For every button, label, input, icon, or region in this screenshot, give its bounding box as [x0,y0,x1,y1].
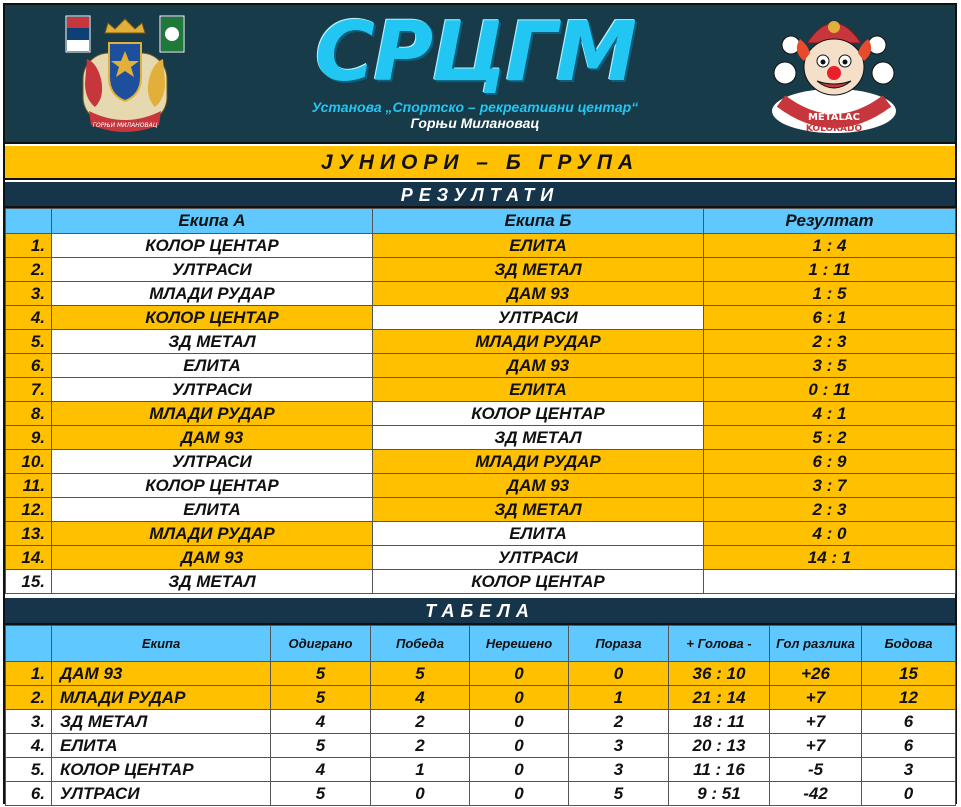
header-banner [5,5,955,144]
standings-header-points: Бодова [862,626,956,662]
standings-diff: +26 [770,662,862,686]
results-score: 1 : 11 [704,258,956,282]
standings-played: 5 [271,734,371,758]
results-row [6,546,956,570]
results-score: 1 : 5 [704,282,956,306]
standings-played: 4 [271,710,371,734]
standings-num: 3. [6,710,52,734]
results-team-a: УЛТРАСИ [52,450,373,474]
standings-row [6,710,956,734]
results-row-num: 14. [6,546,52,570]
standings-row [6,782,956,806]
standings-drawn: 0 [470,662,569,686]
standings-header-drawn: Нерешено [470,626,569,662]
standings-won: 2 [371,710,470,734]
results-team-b: ЗД МЕТАЛ [373,426,704,450]
results-team-a: КОЛОР ЦЕНТАР [52,474,373,498]
results-score [704,570,956,594]
results-team-a: КОЛОР ЦЕНТАР [52,234,373,258]
standings-lost: 5 [569,782,669,806]
results-row [6,258,956,282]
standings-goals: 36 : 10 [669,662,770,686]
results-score: 14 : 1 [704,546,956,570]
results-header-row [6,209,956,234]
brand-title: СРЦГМ [314,5,636,100]
results-team-b: ДАМ 93 [373,474,704,498]
standings-num: 1. [6,662,52,686]
results-team-b: ЕЛИТА [373,522,704,546]
results-team-b: ДАМ 93 [373,282,704,306]
standings-points: 6 [862,734,956,758]
results-row [6,378,956,402]
results-score: 3 : 5 [704,354,956,378]
standings-table [5,625,956,806]
standings-team: КОЛОР ЦЕНТАР [52,758,271,782]
standings-diff: +7 [770,734,862,758]
brand-town: Горњи Милановац [410,115,540,131]
standings-points: 0 [862,782,956,806]
results-row [6,306,956,330]
standings-header-won: Победа [371,626,470,662]
standings-won: 0 [371,782,470,806]
results-header-score: Резултат [704,209,956,234]
results-row-num: 8. [6,402,52,426]
standings-header-diff: Гол разлика [770,626,862,662]
results-team-b: КОЛОР ЦЕНТАР [373,402,704,426]
standings-body [6,662,956,806]
results-row-num: 15. [6,570,52,594]
brand-block [305,7,645,132]
standings-drawn: 0 [470,782,569,806]
results-team-a: ДАМ 93 [52,426,373,450]
standings-played: 5 [271,686,371,710]
standings-num: 6. [6,782,52,806]
results-row [6,234,956,258]
results-team-b: ЗД МЕТАЛ [373,498,704,522]
results-score: 3 : 7 [704,474,956,498]
standings-lost: 0 [569,662,669,686]
svg-text:ГОРЊИ МИЛАНОВАЦ: ГОРЊИ МИЛАНОВАЦ [92,122,158,129]
results-row [6,282,956,306]
results-team-a: МЛАДИ РУДАР [52,522,373,546]
results-row-num: 4. [6,306,52,330]
standings-row [6,734,956,758]
results-team-b: МЛАДИ РУДАР [373,450,704,474]
standings-points: 6 [862,710,956,734]
results-team-b: ЕЛИТА [373,234,704,258]
standings-goals: 21 : 14 [669,686,770,710]
results-row [6,330,956,354]
standings-row [6,686,956,710]
standings-lost: 3 [569,758,669,782]
results-header-team-b: Екипа Б [373,209,704,234]
standings-drawn: 0 [470,758,569,782]
results-row [6,354,956,378]
results-row-num: 2. [6,258,52,282]
standings-goals: 11 : 16 [669,758,770,782]
results-row-num: 13. [6,522,52,546]
standings-row [6,758,956,782]
results-header-team-a: Екипа А [52,209,373,234]
results-team-a: ЗД МЕТАЛ [52,330,373,354]
results-team-b: МЛАДИ РУДАР [373,330,704,354]
standings-header-num [6,626,52,662]
standings-header-team: Екипа [52,626,271,662]
standings-num: 5. [6,758,52,782]
standings-won: 1 [371,758,470,782]
brand-subtitle: Установа „Спортско – рекреативни центар“ [311,99,639,115]
results-team-a: УЛТРАСИ [52,258,373,282]
standings-header-goals: + Голова - [669,626,770,662]
results-row [6,522,956,546]
standings-section-title: ТАБЕЛА [5,598,955,625]
standings-team: УЛТРАСИ [52,782,271,806]
standings-diff: +7 [770,710,862,734]
standings-lost: 3 [569,734,669,758]
results-team-a: ДАМ 93 [52,546,373,570]
results-team-a: УЛТРАСИ [52,378,373,402]
results-team-b: КОЛОР ЦЕНТАР [373,570,704,594]
results-row [6,402,956,426]
standings-drawn: 0 [470,710,569,734]
standings-lost: 2 [569,710,669,734]
results-score: 4 : 0 [704,522,956,546]
standings-drawn: 0 [470,734,569,758]
results-row-num: 10. [6,450,52,474]
standings-played: 4 [271,758,371,782]
standings-points: 12 [862,686,956,710]
results-team-b: УЛТРАСИ [373,306,704,330]
standings-num: 4. [6,734,52,758]
results-section-title: РЕЗУЛТАТИ [5,182,955,208]
results-score: 1 : 4 [704,234,956,258]
svg-text:METALAC: METALAC [807,112,861,123]
standings-played: 5 [271,782,371,806]
standings-header-row [6,626,956,662]
results-team-b: ЗД МЕТАЛ [373,258,704,282]
standings-diff: -42 [770,782,862,806]
results-row-num: 9. [6,426,52,450]
standings-team: ДАМ 93 [52,662,271,686]
standings-goals: 20 : 13 [669,734,770,758]
standings-won: 5 [371,662,470,686]
results-row [6,570,956,594]
page-title: ЈУНИОРИ – Б ГРУПА [5,146,955,180]
results-score: 4 : 1 [704,402,956,426]
results-row-num: 7. [6,378,52,402]
results-score: 6 : 9 [704,450,956,474]
standings-goals: 9 : 51 [669,782,770,806]
standings-won: 4 [371,686,470,710]
standings-drawn: 0 [470,686,569,710]
results-row-num: 3. [6,282,52,306]
results-team-a: ЕЛИТА [52,498,373,522]
results-team-a: КОЛОР ЦЕНТАР [52,306,373,330]
standings-points: 3 [862,758,956,782]
standings-won: 2 [371,734,470,758]
results-team-b: УЛТРАСИ [373,546,704,570]
results-row [6,474,956,498]
standings-diff: -5 [770,758,862,782]
results-table [5,208,956,594]
standings-diff: +7 [770,686,862,710]
results-row-num: 1. [6,234,52,258]
standings-points: 15 [862,662,956,686]
results-row-num: 5. [6,330,52,354]
standings-row [6,662,956,686]
results-team-a: ЗД МЕТАЛ [52,570,373,594]
results-team-a: ЕЛИТА [52,354,373,378]
results-team-b: ДАМ 93 [373,354,704,378]
results-body [6,234,956,594]
standings-lost: 1 [569,686,669,710]
results-score: 2 : 3 [704,498,956,522]
standings-goals: 18 : 11 [669,710,770,734]
results-team-b: ЕЛИТА [373,378,704,402]
results-team-a: МЛАДИ РУДАР [52,282,373,306]
standings-played: 5 [271,662,371,686]
standings-team: ЗД МЕТАЛ [52,710,271,734]
standings-team: ЕЛИТА [52,734,271,758]
standings-num: 2. [6,686,52,710]
standings-team: МЛАДИ РУДАР [52,686,271,710]
results-row-num: 11. [6,474,52,498]
results-row [6,498,956,522]
svg-text:KOLORADO: KOLORADO [805,124,863,134]
page [3,3,957,804]
results-score: 6 : 1 [704,306,956,330]
municipal-coat-of-arms-icon [65,15,185,139]
results-score: 5 : 2 [704,426,956,450]
results-score: 0 : 11 [704,378,956,402]
results-row-num: 12. [6,498,52,522]
results-row [6,426,956,450]
results-team-a: МЛАДИ РУДАР [52,402,373,426]
standings-header-lost: Пораза [569,626,669,662]
results-score: 2 : 3 [704,330,956,354]
results-row-num: 6. [6,354,52,378]
clown-mascot-logo-icon [767,15,901,135]
results-row [6,450,956,474]
results-header-num [6,209,52,234]
standings-header-played: Одиграно [271,626,371,662]
